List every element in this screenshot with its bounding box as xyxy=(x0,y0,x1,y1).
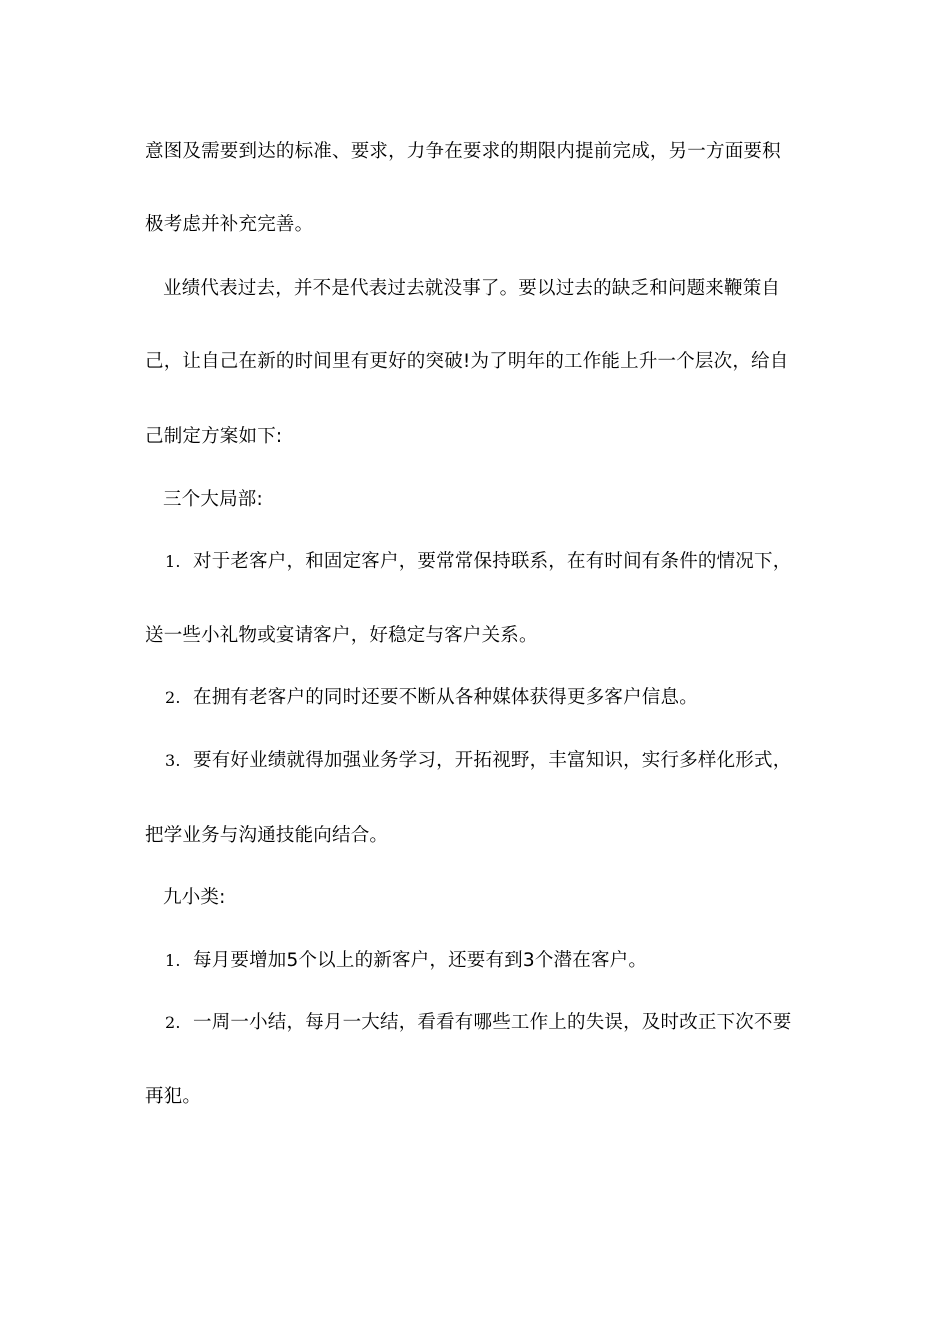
list-item-text: 在拥有老客户的同时还要不断从各种媒体获得更多客户信息。 xyxy=(193,687,698,708)
paragraph-line-2: 极考虑并补充完善。 xyxy=(145,214,314,235)
list-item-1 xyxy=(165,550,791,574)
list-item-2 xyxy=(165,686,698,710)
list-item-3 xyxy=(165,749,791,773)
paragraph-line-4: 己，让自己在新的时间里有更好的突破!为了明年的工作能上升一个层次，给自 xyxy=(145,351,789,372)
list-item-text: 对于老客户，和固定客户，要常常保持联系，在有时间有条件的情况下， xyxy=(193,551,792,572)
list-number: 1. xyxy=(165,951,181,970)
list-number: 1. xyxy=(165,552,181,571)
list-item-text: 要有好业绩就得加强业务学习，开拓视野，丰富知识，实行多样化形式， xyxy=(193,750,792,771)
list-number: 2. xyxy=(165,688,181,707)
list-item-text: 每月要增加5个以上的新客户，还要有到3个潜在客户。 xyxy=(193,950,648,971)
paragraph-line-3: 业绩代表过去，并不是代表过去就没事了。要以过去的缺乏和问题来鞭策自 xyxy=(163,278,781,299)
list-number: 3. xyxy=(165,751,181,770)
list-item-text: 一周一小结，每月一大结，看看有哪些工作上的失误，及时改正下次不要 xyxy=(193,1012,792,1033)
list-item-5-continuation: 再犯。 xyxy=(145,1086,202,1107)
list-item-4 xyxy=(165,949,647,973)
paragraph-line-5: 己制定方案如下: xyxy=(145,426,283,447)
section-heading-nine-categories: 九小类: xyxy=(163,887,226,908)
paragraph-line-1: 意图及需要到达的标准、要求，力争在要求的期限内提前完成，另一方面要积 xyxy=(145,141,781,162)
list-item-3-continuation: 把学业务与沟通技能向结合。 xyxy=(145,825,389,846)
section-heading-three-parts: 三个大局部: xyxy=(163,489,263,510)
list-item-5 xyxy=(165,1011,791,1035)
list-item-1-continuation: 送一些小礼物或宴请客户，好稳定与客户关系。 xyxy=(145,625,538,646)
list-number: 2. xyxy=(165,1013,181,1032)
